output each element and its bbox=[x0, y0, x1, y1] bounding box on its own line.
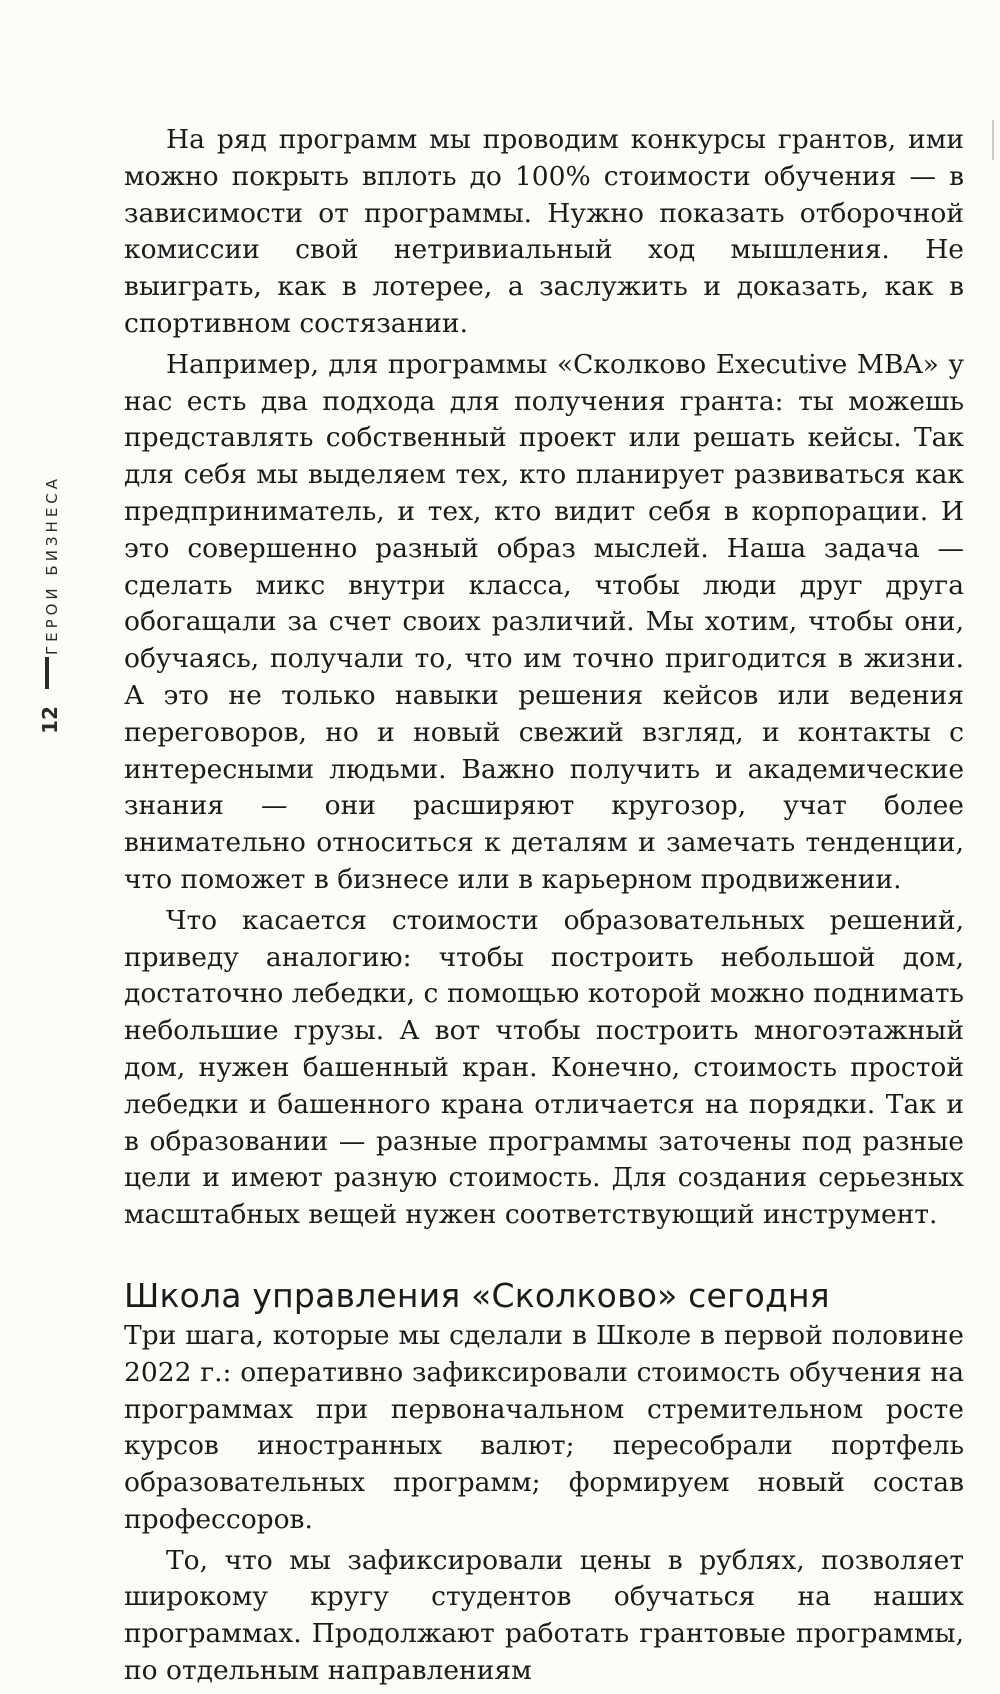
folio-rule bbox=[45, 657, 49, 689]
page-edge-mark bbox=[992, 120, 994, 160]
paragraph: Что касается стоимости образовательных решений, приведу аналогию: чтобы построить небольшой дом, достаточно лебедки, с помощью которой можно поднимать небольшие грузы. А вот чтобы построить многоэтажный дом, нужен башенный кран. Конечно, стоимость простой лебедки и башенного крана отличается на порядки. Так и в образовании — разные программы заточены под разные цели и имеют разную стоимость. Для создания серьезных масштабных вещей нужен соответствующий инструмент. bbox=[124, 904, 964, 1231]
running-head-label: ГЕРОИ БИЗНЕСА bbox=[43, 474, 61, 656]
body-text bbox=[124, 122, 964, 1694]
paragraph: Например, для программы «Сколково Executive MBA» у нас есть два подхода для получения гранта: ты можешь представлять собственный проект или решать кейсы. Так для себя мы выделяем тех, кто планирует развиваться как предприниматель, и тех, кто видит себя в корпорации. И это совершенно разный образ мыслей. Наша задача — сделать микс внутри класса, чтобы люди друг друга обогащали за счет своих различий. Мы хотим, чтобы они, обучаясь, получали то, что им точно пригодится в жизни. А это не только навыки решения кейсов или ведения переговоров, но и новый свежий взгляд, и контакты с интересными людьми. Важно получить и академические знания — они расширяют кругозор, учат более внимательно относиться к деталям и замечать тенденции, что поможет в бизнесе или в карьерном продвижении. bbox=[124, 348, 964, 895]
paragraph: На ряд программ мы проводим конкурсы грантов, ими можно покрыть вплоть до 100% стоимости обучения — в зависимости от программы. Нужно показать отборочной комиссии свой нетривиальный ход мышления. Не выиграть, как в лотерее, а заслужить и доказать, как в спортивном состязании. bbox=[124, 124, 964, 339]
running-head bbox=[32, 450, 72, 680]
page-number: 12 bbox=[38, 706, 62, 734]
paragraph: Три шага, которые мы сделали в Школе в первой половине 2022 г.: оперативно зафиксировали стоимость обучения на программах при первоначальном стремительном росте курсов иностранных валют; пересобрали портфель образовательных программ; формируем новый состав профессоров. bbox=[124, 1319, 964, 1535]
section-heading: Школа управления «Сколково» сегодня bbox=[124, 1275, 830, 1315]
paragraph: То, что мы зафиксировали цены в рублях, позволяет широкому кругу студентов обучаться на наших программах. Продолжают работать грантовые программы, по отдельным направлениям bbox=[124, 1544, 964, 1687]
